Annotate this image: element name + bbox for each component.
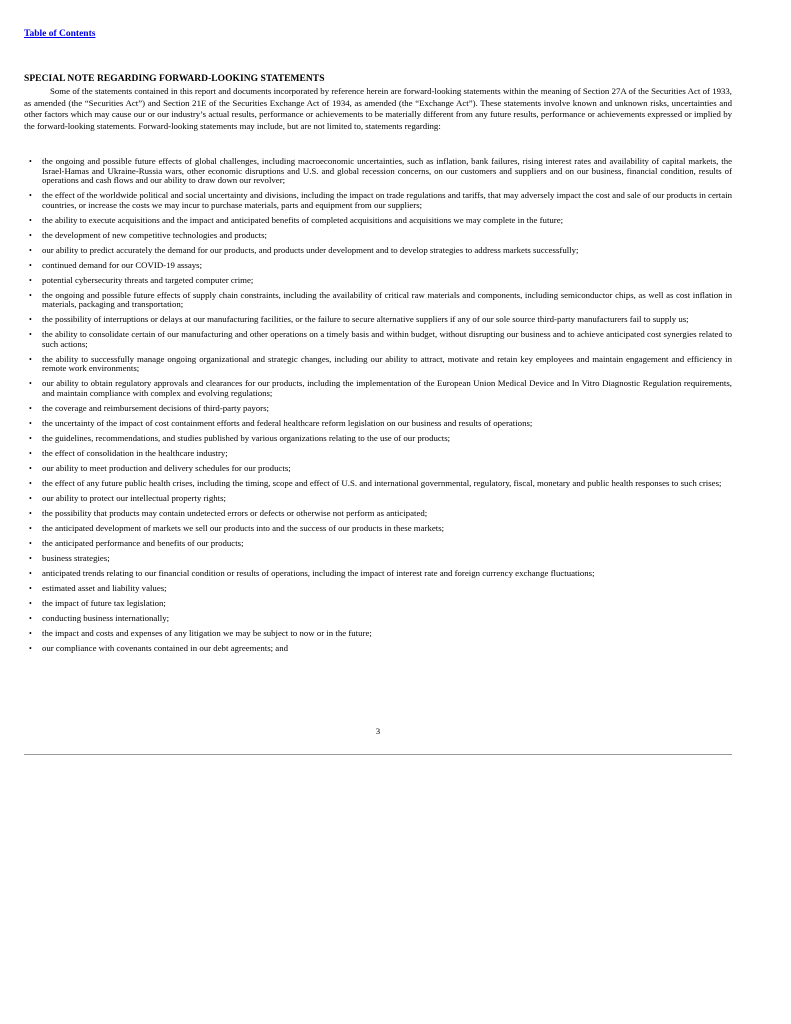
list-item-text: anticipated trends relating to our financial condition or results of operations, including the impact of interest rate and foreign currency exchange fluctuations; xyxy=(42,567,595,578)
list-item-text: the anticipated performance and benefits of our products; xyxy=(42,537,244,548)
list-item xyxy=(24,355,732,374)
bullet-icon: • xyxy=(29,330,32,340)
bullet-icon: • xyxy=(29,643,32,653)
bullet-icon: • xyxy=(29,191,32,201)
list-item xyxy=(24,629,732,639)
bullet-icon: • xyxy=(29,568,32,578)
bullet-icon: • xyxy=(29,157,32,166)
bullet-icon: • xyxy=(29,379,32,389)
list-item-text: the possibility that products may contain undetected errors or defects or otherwise not perform as anticipated; xyxy=(42,507,428,518)
forward-looking-statements-list xyxy=(24,157,732,659)
list-item xyxy=(24,554,732,564)
list-item xyxy=(24,599,732,609)
list-item xyxy=(24,614,732,624)
bullet-icon: • xyxy=(29,463,32,473)
bullet-icon: • xyxy=(29,598,32,608)
list-item xyxy=(24,449,732,459)
bullet-icon: • xyxy=(29,508,32,518)
list-item-text: estimated asset and liability values; xyxy=(42,582,167,593)
list-item-text: conducting business internationally; xyxy=(42,612,170,623)
list-item-text: the uncertainty of the impact of cost containment efforts and federal healthcare reform legislation on our business and results of operations; xyxy=(42,417,533,428)
bullet-icon: • xyxy=(29,215,32,225)
list-item-text: our ability to protect our intellectual property rights; xyxy=(42,492,226,503)
list-item xyxy=(24,584,732,594)
list-item xyxy=(24,315,732,325)
list-item-text: the ongoing and possible future effects of supply chain constraints, including the availability of critical raw materials and components, including semiconductor chips, as well as cost inflation in materials, packaging and transportation; xyxy=(42,289,732,310)
list-item xyxy=(24,419,732,429)
list-item-text: the impact of future tax legislation; xyxy=(42,597,166,608)
bullet-icon: • xyxy=(29,613,32,623)
list-item-text: the ability to execute acquisitions and the impact and anticipated benefits of completed acquisitions and acquisitions we may complete in the future; xyxy=(42,214,564,225)
bullet-icon: • xyxy=(29,230,32,240)
bullet-icon: • xyxy=(29,433,32,443)
list-item-text: business strategies; xyxy=(42,552,110,563)
list-item-text: the impact and costs and expenses of any litigation we may be subject to now or in the future; xyxy=(42,627,372,638)
list-item xyxy=(24,434,732,444)
bullet-icon: • xyxy=(29,493,32,503)
list-item-text: the effect of consolidation in the healthcare industry; xyxy=(42,447,228,458)
bullet-icon: • xyxy=(29,628,32,638)
list-item-text: our ability to predict accurately the demand for our products, and products under development and to develop strategies to address markets successfully; xyxy=(42,244,579,255)
list-item xyxy=(24,291,732,310)
list-item-text: the guidelines, recommendations, and studies published by various organizations relating to the use of our products; xyxy=(42,432,451,443)
bullet-icon: • xyxy=(29,354,32,364)
list-item xyxy=(24,157,732,186)
list-item xyxy=(24,261,732,271)
list-item xyxy=(24,276,732,286)
list-item-text: the ability to consolidate certain of our manufacturing and other operations on a timely basis and within budget, without disrupting our business and to achieve anticipated cost synergies related to such actions; xyxy=(42,329,732,349)
table-of-contents-link[interactable]: Table of Contents xyxy=(24,29,96,39)
list-item xyxy=(24,479,732,489)
list-item-text: continued demand for our COVID-19 assays; xyxy=(42,259,203,270)
bullet-icon: • xyxy=(29,290,32,300)
list-item-text: the ongoing and possible future effects of global challenges, including macroeconomic uncertainties, such as inflation, bank failures, rising interest rates and availability of capital markets, the Israel-Hamas and Ukraine-Russia wars, other economic disruptions and U.S. and global recession concerns, on our customers and suppliers and on our business, financial condition, results of operations and cash flows and our ability to draw down our revolver; xyxy=(42,156,732,186)
list-item xyxy=(24,404,732,414)
intro-paragraph: Some of the statements contained in this report and documents incorporated by reference herein are forward-looking statements within the meaning of Section 27A of the Securities Act of 1933, as amended (the “Securities Act”) and Section 21E of the Securities Exchange Act of 1934, as amended (the “Exchange Act”). These statements involve known and unknown risks, uncertainties and other factors which may cause our or our industry’s actual results, performance or achievements to be materially different from any future results, performance or achievements expressed or implied by the forward-looking statements. Forward-looking statements may include, but are not limited to, statements regarding: xyxy=(24,86,732,131)
bullet-icon: • xyxy=(29,553,32,563)
list-item xyxy=(24,246,732,256)
list-item-text: the coverage and reimbursement decisions of third-party payors; xyxy=(42,402,269,413)
bullet-icon: • xyxy=(29,260,32,270)
list-item xyxy=(24,569,732,579)
list-item-text: our ability to meet production and delivery schedules for our products; xyxy=(42,462,291,473)
bullet-icon: • xyxy=(29,245,32,255)
bullet-icon: • xyxy=(29,315,32,325)
bullet-icon: • xyxy=(29,275,32,285)
bullet-icon: • xyxy=(29,418,32,428)
list-item xyxy=(24,524,732,534)
bullet-icon: • xyxy=(29,403,32,413)
list-item-text: our compliance with covenants contained in our debt agreements; and xyxy=(42,642,288,653)
list-item xyxy=(24,509,732,519)
list-item xyxy=(24,379,732,398)
list-item xyxy=(24,644,732,654)
bullet-icon: • xyxy=(29,523,32,533)
bullet-icon: • xyxy=(29,448,32,458)
list-item-text: the development of new competitive technologies and products; xyxy=(42,229,267,240)
bullet-icon: • xyxy=(29,478,32,488)
list-item xyxy=(24,539,732,549)
list-item xyxy=(24,231,732,241)
list-item xyxy=(24,494,732,504)
list-item-text: the possibility of interruptions or delays at our manufacturing facilities, or the failure to secure alternative suppliers if any of our sole source third-party manufacturers fail to supply us; xyxy=(42,314,689,325)
list-item xyxy=(24,216,732,226)
bullet-icon: • xyxy=(29,583,32,593)
page-divider xyxy=(24,754,732,755)
bullet-icon: • xyxy=(29,538,32,548)
list-item xyxy=(24,464,732,474)
section-heading: SPECIAL NOTE REGARDING FORWARD-LOOKING STATEMENTS xyxy=(24,74,325,84)
list-item-text: the effect of the worldwide political and social uncertainty and divisions, including the impact on trade regulations and tariffs, that may adversely impact the cost and sale of our products in certain countries, or increase the costs we may incur to purchase materials, parts and equipment from our suppliers; xyxy=(42,190,732,210)
list-item xyxy=(24,330,732,349)
list-item-text: the ability to successfully manage ongoing organizational and strategic changes, including our ability to attract, motivate and retain key employees and maintain engagement and efficiency in remote work environments; xyxy=(42,353,732,374)
list-item-text: our ability to obtain regulatory approvals and clearances for our products, including the implementation of the European Union Medical Device and In Vitro Diagnostic Regulation requirements, and maintain compliance with complex and evolving regulations; xyxy=(42,378,732,398)
list-item xyxy=(24,191,732,210)
list-item-text: the anticipated development of markets we sell our products into and the success of our products in these markets; xyxy=(42,522,445,533)
list-item-text: the effect of any future public health crises, including the timing, scope and effect of U.S. and international governmental, regulatory, fiscal, monetary and public health responses to such crises; xyxy=(42,477,722,488)
list-item-text: potential cybersecurity threats and targeted computer crime; xyxy=(42,274,254,285)
page-number: 3 xyxy=(375,726,381,736)
